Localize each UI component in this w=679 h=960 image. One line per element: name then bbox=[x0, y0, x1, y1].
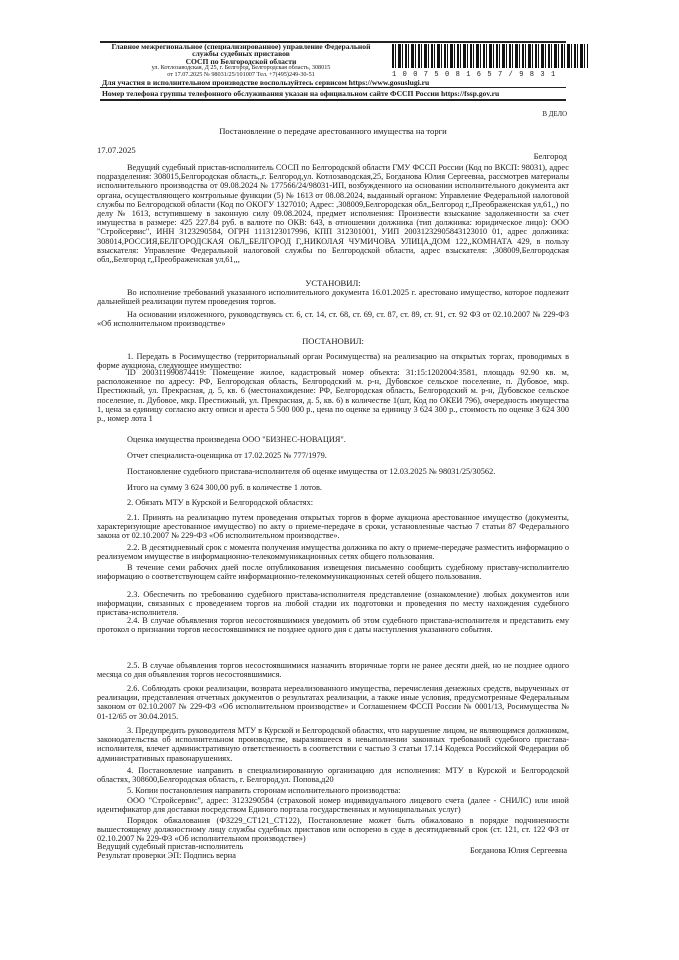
item-paragraph: В течение семи рабочих дней после опубликования извещения письменно сообщить судебному приставу-исполнителю информацию о соответствующем сайте информационно-телекоммуникационных сетей общего пользования. bbox=[97, 563, 569, 582]
signature-check: Результат проверки ЭП: Подпись верна bbox=[97, 851, 236, 860]
appeal-procedure: Порядок обжалования (Ф3229_СТ121_СТ122), Постановление может быть обжаловано в порядке подчиненности вышестоящему должностному лицу службы судебных приставов или оспорено в суде в десятидневный срок (ст. 121, ст. 122 ФЗ от 02.10.2007 № 229-ФЗ «Об исполнительном производстве») bbox=[97, 816, 569, 844]
established-paragraph: На основании изложенного, руководствуясь ст. 6, ст. 14, ст. 68, ст. 69, ст. 87, ст. 89, ст. 91, ст. 92 ФЗ от 02.10.2007 № 229-ФЗ «Об исполнительном производстве» bbox=[97, 310, 569, 329]
issuer-block bbox=[100, 43, 382, 78]
signatory-position: Ведущий судебный пристав-исполнитель bbox=[97, 842, 244, 851]
established-paragraph: Во исполнение требований указанного исполнительного документа 16.01.2025 г. арестовано имущество, которое подлежит дальнейшей реализации путем проведения торгов. bbox=[97, 288, 569, 307]
item-paragraph: 4. Постановление направить в специализированную организацию для исполнения: МТУ в Курской и Белгородской областях, 308600,Белгородская область, г. Белгород,ул. Попова,д20 bbox=[97, 766, 569, 785]
document-title: Постановление о передаче арестованного имущества на торги bbox=[219, 126, 447, 136]
item-paragraph: Итого на сумму 3 624 300,00 руб. в количестве 1 лотов. bbox=[127, 483, 322, 492]
issuer-line-1: Главное межрегиональное (специализированное) управление Федеральной bbox=[111, 42, 371, 51]
fssp-notice: Номер телефона группы телефонного обслуживания указан на официальном сайте ФССП России https://fssp.gov.ru bbox=[102, 89, 500, 98]
barcode-number: 10075081657/9831 bbox=[392, 71, 562, 79]
item-paragraph: 3. Предупредить руководителя МТУ в Курской и Белгородской областях, что нарушение лицом, не являющимся должником, законодательства об исполнительном производстве, выразившееся в невыполнении законных требований судебного пристава-исполнителя, влечет административную ответственность в соответствии с частью 3 статьи 17.14 Кодекса Российской Федерации об административных правонарушениях. bbox=[97, 726, 569, 763]
item-paragraph: Оценка имущества произведена ООО "БИЗНЕС-НОВАЦИЯ". bbox=[127, 435, 346, 444]
item-paragraph: 2.5. В случае объявления торгов несостоявшимися назначить вторичные торги не ранее десяти дней, но не позднее одного месяца со дня объявления торгов несостоявшимися. bbox=[97, 661, 569, 680]
intro-paragraph: Ведущий судебный пристав-исполнитель СОСП по Белгородской области ГМУ ФССП России (Код по ВКСП: 98031), адрес подразделения: 308015,Белгородская область,,г. Белгород,ул. Котлозаводская,25, Богданова Юлия Сергеевна, рассмотрев материалы исполнительного производства от 09.08.2024 № 177566/24/98031-ИП, возбужденного на основании исполнительного документа акт органа, осуществляющего контрольные функции (5) № 1613 от 08.08.2024, выданный органом: Управление Федеральной налоговой службы по Белгородской области (Код по ОКОГУ 1327010; Адрес: ,308009,Белгородская обл,,Белгород г,,Преображенская ул,61,,) по делу № 1613, вступившему в законную силу 09.08.2024, предмет исполнения: Произвести взыскание задолженности за счет имущества в размере: 425 227.84 руб. в валюте по ОКВ: 643, в отношении должника (тип должника: юридическое лицо): ООО "Стройсервис", ИНН 3123290584, ОГРН 1113123017996, КПП 312301001, УИП 20031232905843123010 01, адрес должника: 308014,РОССИЯ,БЕЛГОРОДСКАЯ ОБЛ,,БЕЛГОРОД Г,,НИКОЛАЯ ЧУМИЧОВА УЛИЦА,ДОМ 122,,КОМНАТА 429, в пользу взыскателя: Управление Федеральной налоговой службы по Белгородской области, адрес взыскателя: ,308009,Белгородская обл,,Белгород г,,Преображенская ул,61,,, bbox=[97, 163, 569, 265]
item-paragraph: 2.1. Принять на реализацию путем проведения открытых торгов в форме аукциона арестованное имущество (документы, характеризующие арестованное имущество) по акту о приеме-передаче в сроки, установленные частью 7 статьи 87 Федерального закона от 02.10.2007 № 229-ФЗ «Об исполнительном производстве». bbox=[97, 513, 569, 541]
issuer-line-3: СОСП по Белгородской области bbox=[185, 56, 297, 66]
header-rule bbox=[100, 87, 566, 88]
item-paragraph: 2.4. В случае объявления торгов несостоявшимися уведомить об этом судебного пристава-исполнителя и представить ему протокол о признании торгов несостоявшимися не позднее одного дня с даты наступления указанного события. bbox=[97, 616, 569, 635]
item-paragraph: 2. Обязать МТУ в Курской и Белгородской областях: bbox=[127, 498, 314, 507]
item-paragraph: Постановление судебного пристава-исполнителя об оценке имущества от 12.03.2025 № 98031/25/30562. bbox=[127, 467, 496, 476]
item-paragraph: Отчет специалиста-оценщика от 17.02.2025 № 777/1979. bbox=[127, 451, 327, 460]
document-date: 17.07.2025 bbox=[97, 145, 136, 155]
gosuslugi-notice: Для участия в исполнительном производстве воспользуйтесь сервисом https://www.gosuslugi.ru bbox=[102, 78, 430, 87]
resolved-heading: ПОСТАНОВИЛ: bbox=[302, 336, 364, 346]
established-heading: УСТАНОВИЛ: bbox=[305, 278, 361, 288]
item-paragraph: 5. Копии постановления направить сторонам исполнительного производства: bbox=[127, 786, 401, 795]
item-paragraph: 1. Передать в Росимущество (территориальный орган Росимущества) на реализацию на открытых торгах, проводимых в форме аукциона, следующее имущество: bbox=[97, 352, 569, 371]
barcode bbox=[392, 44, 588, 68]
document-reference: от 17.07.2025 № 98031/25/101007 Тел. +7(495)249-30-51 bbox=[167, 70, 315, 78]
issuer-address: ул. Котлозаводская, Д 25, г. Белгород, Белгородская область, 308015 bbox=[151, 64, 331, 72]
property-paragraph: ID 200311990874419: Помещение жилое, кадастровый номер объекта: 31:15:1202004:3581, площадь 92.90 кв. м, расположенное по адресу: РФ, Белгородская область, Белгородский м. р-н, Дубовское сельское поселение, п. Дубовое, мкр. Престижный, ул. Прекрасная, д. 5, кв. 6 (местонахождение: РФ, Белгородская область, Белгородский м. р-н, Дубовское сельское поселение, п. Дубовое, мкр. Престижный, ул. Прекрасная, д. 5, кв. 6) в количестве 1(шт, Код по ОКЕИ 796), очередность имущества 1, цена за единицу согласно акту описи и ареста 5 500 000 р., цена по оценке за единицу 3 624 300 р., стоимость по оценке 3 624 300 р., номер лота 1 bbox=[97, 368, 569, 424]
item-paragraph: ООО "Стройсервис", адрес: 3123290584 (страховой номер индивидуального лицевого счета (далее - СНИЛС) или иной идентификатор для доставки посредством Единого портала государственных и муниципальных услуг) bbox=[97, 796, 569, 815]
document-city: Белгород bbox=[533, 151, 567, 161]
item-paragraph: 2.2. В десятидневный срок с момента получения имущества должника по акту о приеме-передаче разместить информацию о реализуемом имуществе в информационно-телекоммуникационных сетях общего пользования. bbox=[97, 543, 569, 562]
header-bottom-rule bbox=[100, 99, 566, 101]
issuer-line-2: службы судебных приставов bbox=[192, 49, 290, 59]
v-delo-mark: В ДЕЛО bbox=[542, 111, 567, 118]
item-paragraph: 2.6. Соблюдать сроки реализации, возврата нереализованного имущества, перечисления денежных средств, вырученных от реализации, представления отчетных документов о результатах реализации, а также иные условия, предусмотренные Федеральным законом от 02.10.2007 № 229-ФЗ «Об исполнительном производстве» и Соглашением ФССП России № 0001/13, Росимущества № 01-12/65 от 30.04.2015. bbox=[97, 684, 569, 721]
item-paragraph: 2.3. Обеспечить по требованию судебного пристава-исполнителя представление (ознакомление) любых документов или информации, связанных с проведением торгов на любой стадии их подготовки и проведения по месту нахождения судебного пристава-исполнителя. bbox=[97, 590, 569, 618]
signatory-name: Богданова Юлия Сергеевна bbox=[469, 846, 567, 855]
